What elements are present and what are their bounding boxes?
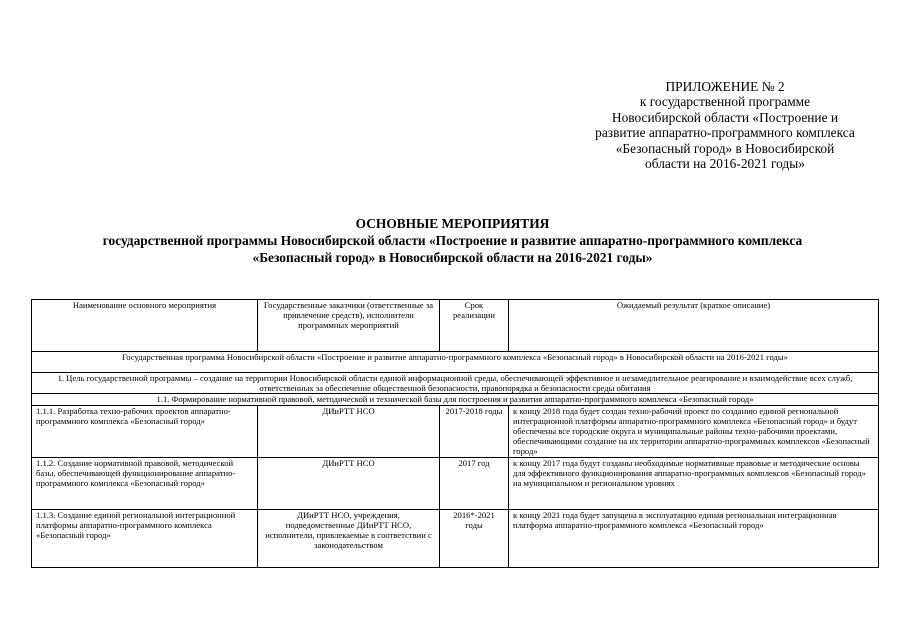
activities-table bbox=[31, 299, 879, 568]
program-row-cell: Государственная программа Новосибирской области «Построение и развитие аппаратно-программного комплекса «Безопасный город» в Новосибирской области на 2016-2021 годы» bbox=[32, 352, 879, 373]
appendix-line: «Безопасный город» в Новосибирской bbox=[615, 140, 835, 156]
activity-term: 2017-2018 годы bbox=[440, 405, 509, 457]
table-row bbox=[32, 509, 879, 567]
activity-name: 1.1.3. Создание единой региональной интеграционной платформы аппаратно-программного комплекса «Безопасный город» bbox=[32, 509, 258, 567]
activity-customers: ДИиРТТ НСО bbox=[258, 457, 440, 509]
appendix-line: к государственной программе bbox=[639, 94, 811, 110]
header-term: Срок реализации bbox=[440, 300, 509, 352]
activity-customers: ДИиРТТ НСО bbox=[258, 405, 440, 457]
header-customers: Государственные заказчики (ответственные за привлечение средств), исполнители программных мероприятий bbox=[258, 300, 440, 352]
title-line-2: государственной программы Новосибирской области «Построение и развитие аппаратно-программного комплекса bbox=[102, 233, 803, 248]
appendix-note bbox=[560, 79, 890, 171]
activity-term: 2016*-2021 годы bbox=[440, 509, 509, 567]
program-row bbox=[32, 352, 879, 373]
activity-term: 2017 год bbox=[440, 457, 509, 509]
activity-result: к концу 2021 года будет запущена в эксплуатацию единая региональная интеграционная платформа аппаратно-программного комплекса «Безопасный город» bbox=[509, 509, 879, 567]
table-header-row bbox=[32, 300, 879, 352]
appendix-line: области на 2016-2021 годы» bbox=[645, 156, 805, 172]
appendix-line: ПРИЛОЖЕНИЕ № 2 bbox=[665, 79, 785, 94]
goal-row-cell: 1. Цель государственной программы – создание на территории Новосибирской области единой информационной среды, обеспечивающей эффективное и незамедлительное реагирование и взаимодействие всех служб, ответственных за обеспечение общественной безопасности, правопорядка и безопасности среды обитания bbox=[32, 373, 879, 394]
task-row bbox=[32, 394, 879, 405]
appendix-line: развитие аппаратно-программного комплекса bbox=[595, 125, 855, 141]
document-title bbox=[0, 215, 905, 266]
title-line-1: ОСНОВНЫЕ МЕРОПРИЯТИЯ bbox=[355, 216, 550, 231]
appendix-line: Новосибирской области «Построение и bbox=[611, 109, 839, 125]
goal-row bbox=[32, 373, 879, 394]
activity-result: к концу 2018 года будет создан техно-рабочий проект по созданию единой региональной интеграционной платформы аппаратно-программного комплекса «Безопасный город» и будут обеспечены все городские округа и муниципальные районы техно-рабочими проектами, обеспечивающими создание на их территории аппаратно-программных комплексов «Безопасный город» bbox=[509, 405, 879, 457]
activity-name: 1.1.2. Создание нормативной правовой, методической базы, обеспечивающей функционирование аппаратно-программного комплекса «Безопасный город» bbox=[32, 457, 258, 509]
table-row bbox=[32, 405, 879, 457]
header-result: Ожидаемый результат (краткое описание) bbox=[509, 300, 879, 352]
task-row-cell: 1.1. Формирование нормативной правовой, методической и технической базы для построения и развития аппаратно-программного комплекса «Безопасный город» bbox=[32, 394, 879, 405]
activity-customers: ДИиРТТ НСО, учреждения, подведомственные ДИиРТТ НСО, исполнители, привлекаемые в соответствии с законодательством bbox=[258, 509, 440, 567]
table-row bbox=[32, 457, 879, 509]
header-name: Наименование основного мероприятия bbox=[32, 300, 258, 352]
title-line-3: «Безопасный город» в Новосибирской области на 2016-2021 годы» bbox=[252, 250, 653, 265]
activity-name: 1.1.1. Разработка техно-рабочих проектов аппаратно-программного комплекса «Безопасный город» bbox=[32, 405, 258, 457]
activity-result: к концу 2017 года будут созданы необходимые нормативные правовые и методические основы для эффективного функционирования аппаратно-программных комплексов «Безопасный город» на муниципальном и региональном уровнях bbox=[509, 457, 879, 509]
